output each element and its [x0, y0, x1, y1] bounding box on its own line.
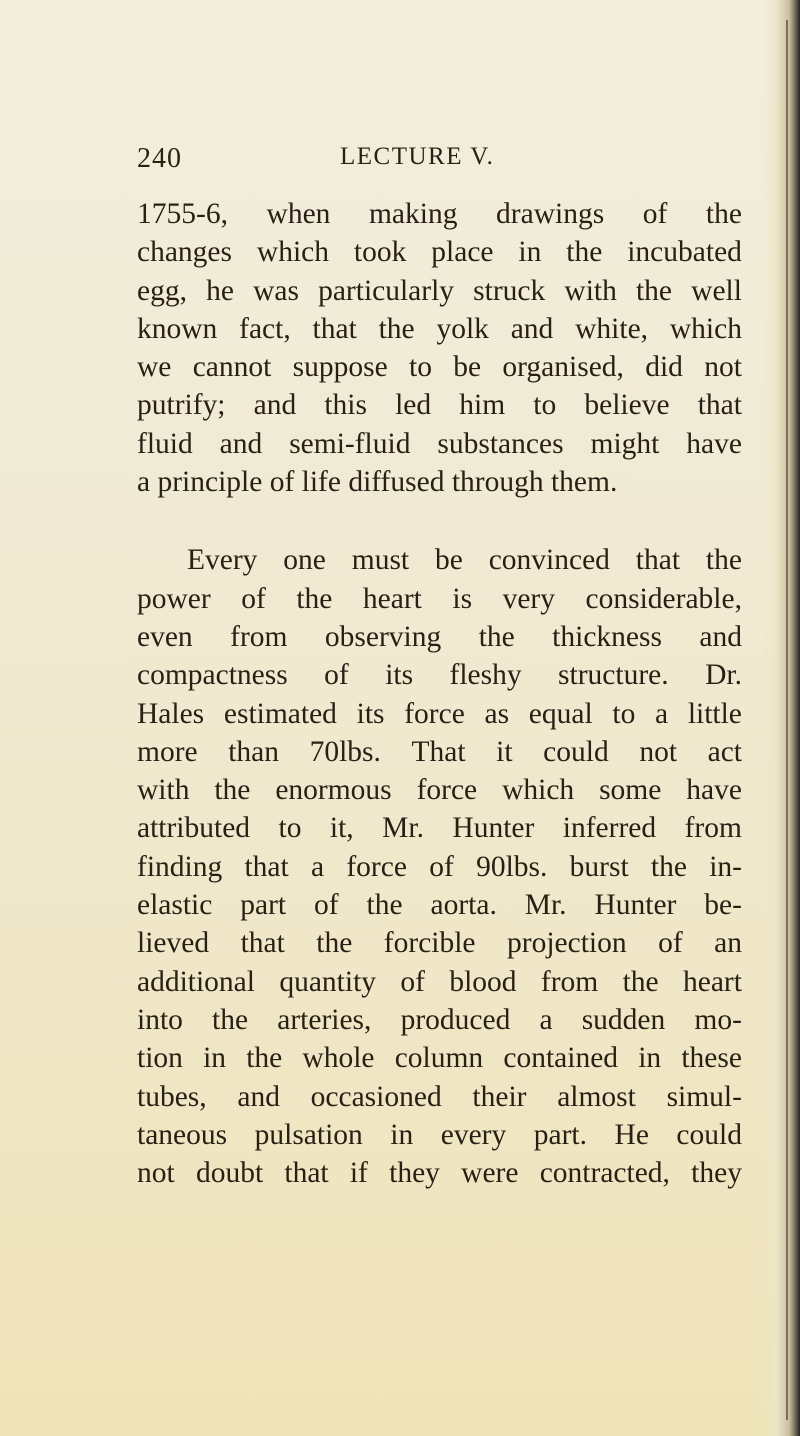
word: the — [705, 544, 742, 577]
word: as — [484, 697, 510, 730]
word: projection — [507, 927, 627, 960]
word: than — [228, 735, 280, 768]
word: every — [440, 1118, 507, 1151]
word: in — [518, 236, 542, 269]
word: little — [687, 697, 742, 730]
word: Mr. — [382, 812, 424, 845]
text-line — [137, 1078, 742, 1116]
word: mo- — [694, 1003, 742, 1036]
word: that — [697, 389, 742, 422]
word: 70lbs. — [309, 735, 381, 768]
word: that — [312, 312, 357, 345]
word: That — [411, 735, 466, 768]
word: fleshy — [449, 659, 522, 692]
word: convinced — [488, 544, 610, 577]
word: Every — [187, 544, 258, 577]
word: equal — [528, 697, 593, 730]
word: quantity — [279, 965, 377, 998]
page-edge-line — [786, 20, 788, 1420]
word: its — [356, 697, 385, 730]
word: and — [510, 312, 554, 345]
word: was — [253, 274, 299, 307]
word: simul- — [666, 1080, 742, 1113]
word: with — [137, 774, 190, 807]
word: the — [635, 274, 673, 307]
word: it, — [329, 812, 354, 845]
word: a — [655, 697, 669, 730]
word: when — [266, 198, 331, 230]
word: egg, — [137, 274, 187, 307]
word: contracted, — [539, 1157, 670, 1190]
word: finding — [137, 850, 223, 883]
text-line — [137, 886, 742, 924]
word: to — [612, 697, 636, 730]
word: believe — [584, 389, 670, 422]
word: and — [253, 389, 297, 422]
word: cannot — [192, 351, 272, 384]
word: that — [284, 1157, 329, 1190]
word: to — [533, 389, 557, 422]
word: place — [431, 236, 494, 269]
word: observing — [324, 620, 442, 653]
page-number: 240 — [137, 143, 182, 174]
word: aorta. — [430, 889, 497, 922]
text-line — [137, 656, 742, 694]
word: have — [686, 427, 742, 460]
word: yolk — [436, 312, 489, 345]
word: heart — [683, 965, 742, 998]
word: almost — [557, 1080, 636, 1113]
word: semi-fluid — [289, 427, 411, 460]
word: that — [635, 544, 681, 577]
word: inferred — [562, 812, 657, 845]
word: contained — [503, 1042, 619, 1075]
word: part — [240, 889, 287, 922]
text-line: a principle of life diffused through them. — [137, 466, 618, 499]
word: to — [409, 351, 432, 384]
word: putrify; — [137, 389, 226, 422]
text-line — [137, 580, 742, 618]
word: fluid — [137, 427, 193, 460]
word: if — [349, 1157, 368, 1190]
word: 90lbs. — [476, 850, 548, 883]
text-line — [137, 1001, 742, 1039]
word: in — [203, 1042, 227, 1075]
word: act — [707, 735, 742, 768]
word: burst — [569, 850, 629, 883]
running-title: LECTURE V. — [340, 143, 495, 170]
word: of — [241, 582, 266, 615]
word: sudden — [581, 1003, 666, 1036]
word: their — [472, 1080, 527, 1113]
word: part. — [533, 1118, 588, 1151]
word: him — [459, 389, 506, 422]
word: of — [324, 659, 349, 692]
word: force — [346, 850, 407, 883]
word: organised, — [502, 351, 624, 384]
word: known — [137, 312, 218, 345]
word: not — [639, 735, 678, 768]
text-line — [137, 733, 742, 771]
word: took — [353, 236, 407, 269]
word: lieved — [137, 927, 210, 960]
text-line — [137, 771, 742, 809]
word: very — [502, 582, 556, 615]
word: forcible — [383, 927, 476, 960]
word: additional — [137, 965, 255, 998]
word: is — [452, 582, 473, 615]
word: must — [351, 544, 410, 577]
word: of — [314, 889, 339, 922]
word: that — [244, 850, 289, 883]
word: of — [400, 965, 425, 998]
word: the — [705, 198, 742, 230]
word: the — [296, 582, 333, 615]
word: have — [686, 774, 742, 807]
word: whole — [302, 1042, 375, 1075]
word: and — [699, 620, 742, 653]
word: be- — [704, 889, 742, 922]
text-line — [137, 541, 742, 579]
word: elastic — [137, 889, 213, 922]
word: not — [704, 351, 742, 384]
running-head — [0, 143, 800, 179]
word: which — [502, 774, 575, 807]
word: be — [453, 351, 482, 384]
word: in — [638, 1042, 662, 1075]
word: could — [676, 1118, 742, 1151]
word: in — [390, 1118, 414, 1151]
word: from — [540, 965, 599, 998]
word: column — [394, 1042, 484, 1075]
paragraph-1 — [137, 195, 742, 501]
word: and — [219, 427, 263, 460]
word: attributed — [137, 812, 251, 845]
word: the — [622, 965, 659, 998]
word: changes — [137, 236, 233, 269]
word: with — [564, 274, 617, 307]
word: were — [461, 1157, 519, 1190]
word: an — [714, 927, 742, 960]
word: enormous — [275, 774, 392, 807]
word: heart — [362, 582, 422, 615]
word: compactness — [137, 659, 288, 692]
word: the — [366, 889, 403, 922]
word: struck — [473, 274, 546, 307]
word: He — [614, 1118, 649, 1151]
word: from — [684, 812, 742, 845]
word: Mr. — [524, 889, 567, 922]
body-text — [137, 195, 742, 1192]
word: be — [434, 544, 463, 577]
word: occasioned — [310, 1080, 442, 1113]
word: it — [496, 735, 513, 768]
text-line — [137, 348, 742, 386]
word: we — [137, 351, 172, 384]
word: doubt — [195, 1157, 264, 1190]
word: which — [669, 312, 742, 345]
word: a — [539, 1003, 553, 1036]
word: and — [237, 1080, 280, 1113]
word: structure. — [558, 659, 669, 692]
word: Hunter — [594, 889, 677, 922]
word: suppose — [292, 351, 388, 384]
word: arteries, — [277, 1003, 372, 1036]
word: could — [543, 735, 609, 768]
word: the — [316, 927, 353, 960]
word: the — [212, 1003, 249, 1036]
word: might — [590, 427, 660, 460]
word: a — [311, 850, 325, 883]
text-line — [137, 809, 742, 847]
word: Hales — [137, 697, 205, 730]
word: fact, — [239, 312, 291, 345]
word: estimated — [223, 697, 337, 730]
word: the — [566, 236, 603, 269]
word: the — [214, 774, 251, 807]
text-line — [137, 848, 742, 886]
word: even — [137, 620, 193, 653]
word: the — [650, 850, 687, 883]
word: into — [137, 1003, 183, 1036]
word: of — [429, 850, 454, 883]
text-line — [137, 233, 742, 271]
text-line — [137, 924, 742, 962]
word: some — [599, 774, 662, 807]
word: they — [691, 1157, 742, 1190]
text-line — [137, 1039, 742, 1077]
text-line — [137, 386, 742, 424]
word: from — [230, 620, 288, 653]
word: power — [137, 582, 211, 615]
text-line — [137, 963, 742, 1001]
word: to — [278, 812, 302, 845]
word: the — [246, 1042, 283, 1075]
word: of — [642, 198, 668, 230]
word: more — [137, 735, 198, 768]
word: well — [691, 274, 742, 307]
word: not — [137, 1157, 175, 1190]
word: particularly — [318, 274, 455, 307]
word: white, — [575, 312, 649, 345]
text-line — [137, 195, 742, 233]
paragraph-2 — [137, 541, 742, 1192]
word: pulsation — [254, 1118, 363, 1151]
word: the — [478, 620, 515, 653]
text-line — [137, 1116, 742, 1154]
word: produced — [400, 1003, 511, 1036]
word: blood — [449, 965, 517, 998]
word: this — [324, 389, 367, 422]
page-edge — [764, 0, 800, 1436]
word: led — [395, 389, 432, 422]
word: making — [368, 198, 458, 230]
paragraph-gap — [137, 501, 742, 541]
word: force — [416, 774, 478, 807]
word: considerable, — [585, 582, 742, 615]
word: in- — [709, 850, 742, 883]
word: these — [681, 1042, 742, 1075]
word: 1755-6, — [137, 198, 228, 230]
word: incubated — [627, 236, 742, 269]
text-line — [137, 310, 742, 348]
text-line — [137, 272, 742, 310]
text-line — [137, 618, 742, 656]
word: that — [240, 927, 285, 960]
word: its — [385, 659, 414, 692]
word: Hunter — [452, 812, 535, 845]
word: one — [283, 544, 326, 577]
word: he — [206, 274, 234, 307]
word: Dr. — [705, 659, 742, 692]
word: of — [658, 927, 683, 960]
word: tion — [137, 1042, 183, 1075]
word: which — [256, 236, 330, 269]
word: did — [645, 351, 683, 384]
text-line — [137, 425, 742, 463]
word: drawings — [496, 198, 605, 230]
word: thickness — [552, 620, 662, 653]
word: the — [378, 312, 415, 345]
word: they — [389, 1157, 440, 1190]
word: substances — [437, 427, 564, 460]
text-line — [137, 1154, 742, 1192]
word: taneous — [137, 1118, 228, 1151]
text-line — [137, 695, 742, 733]
word: force — [404, 697, 465, 730]
word: tubes, — [137, 1080, 207, 1113]
